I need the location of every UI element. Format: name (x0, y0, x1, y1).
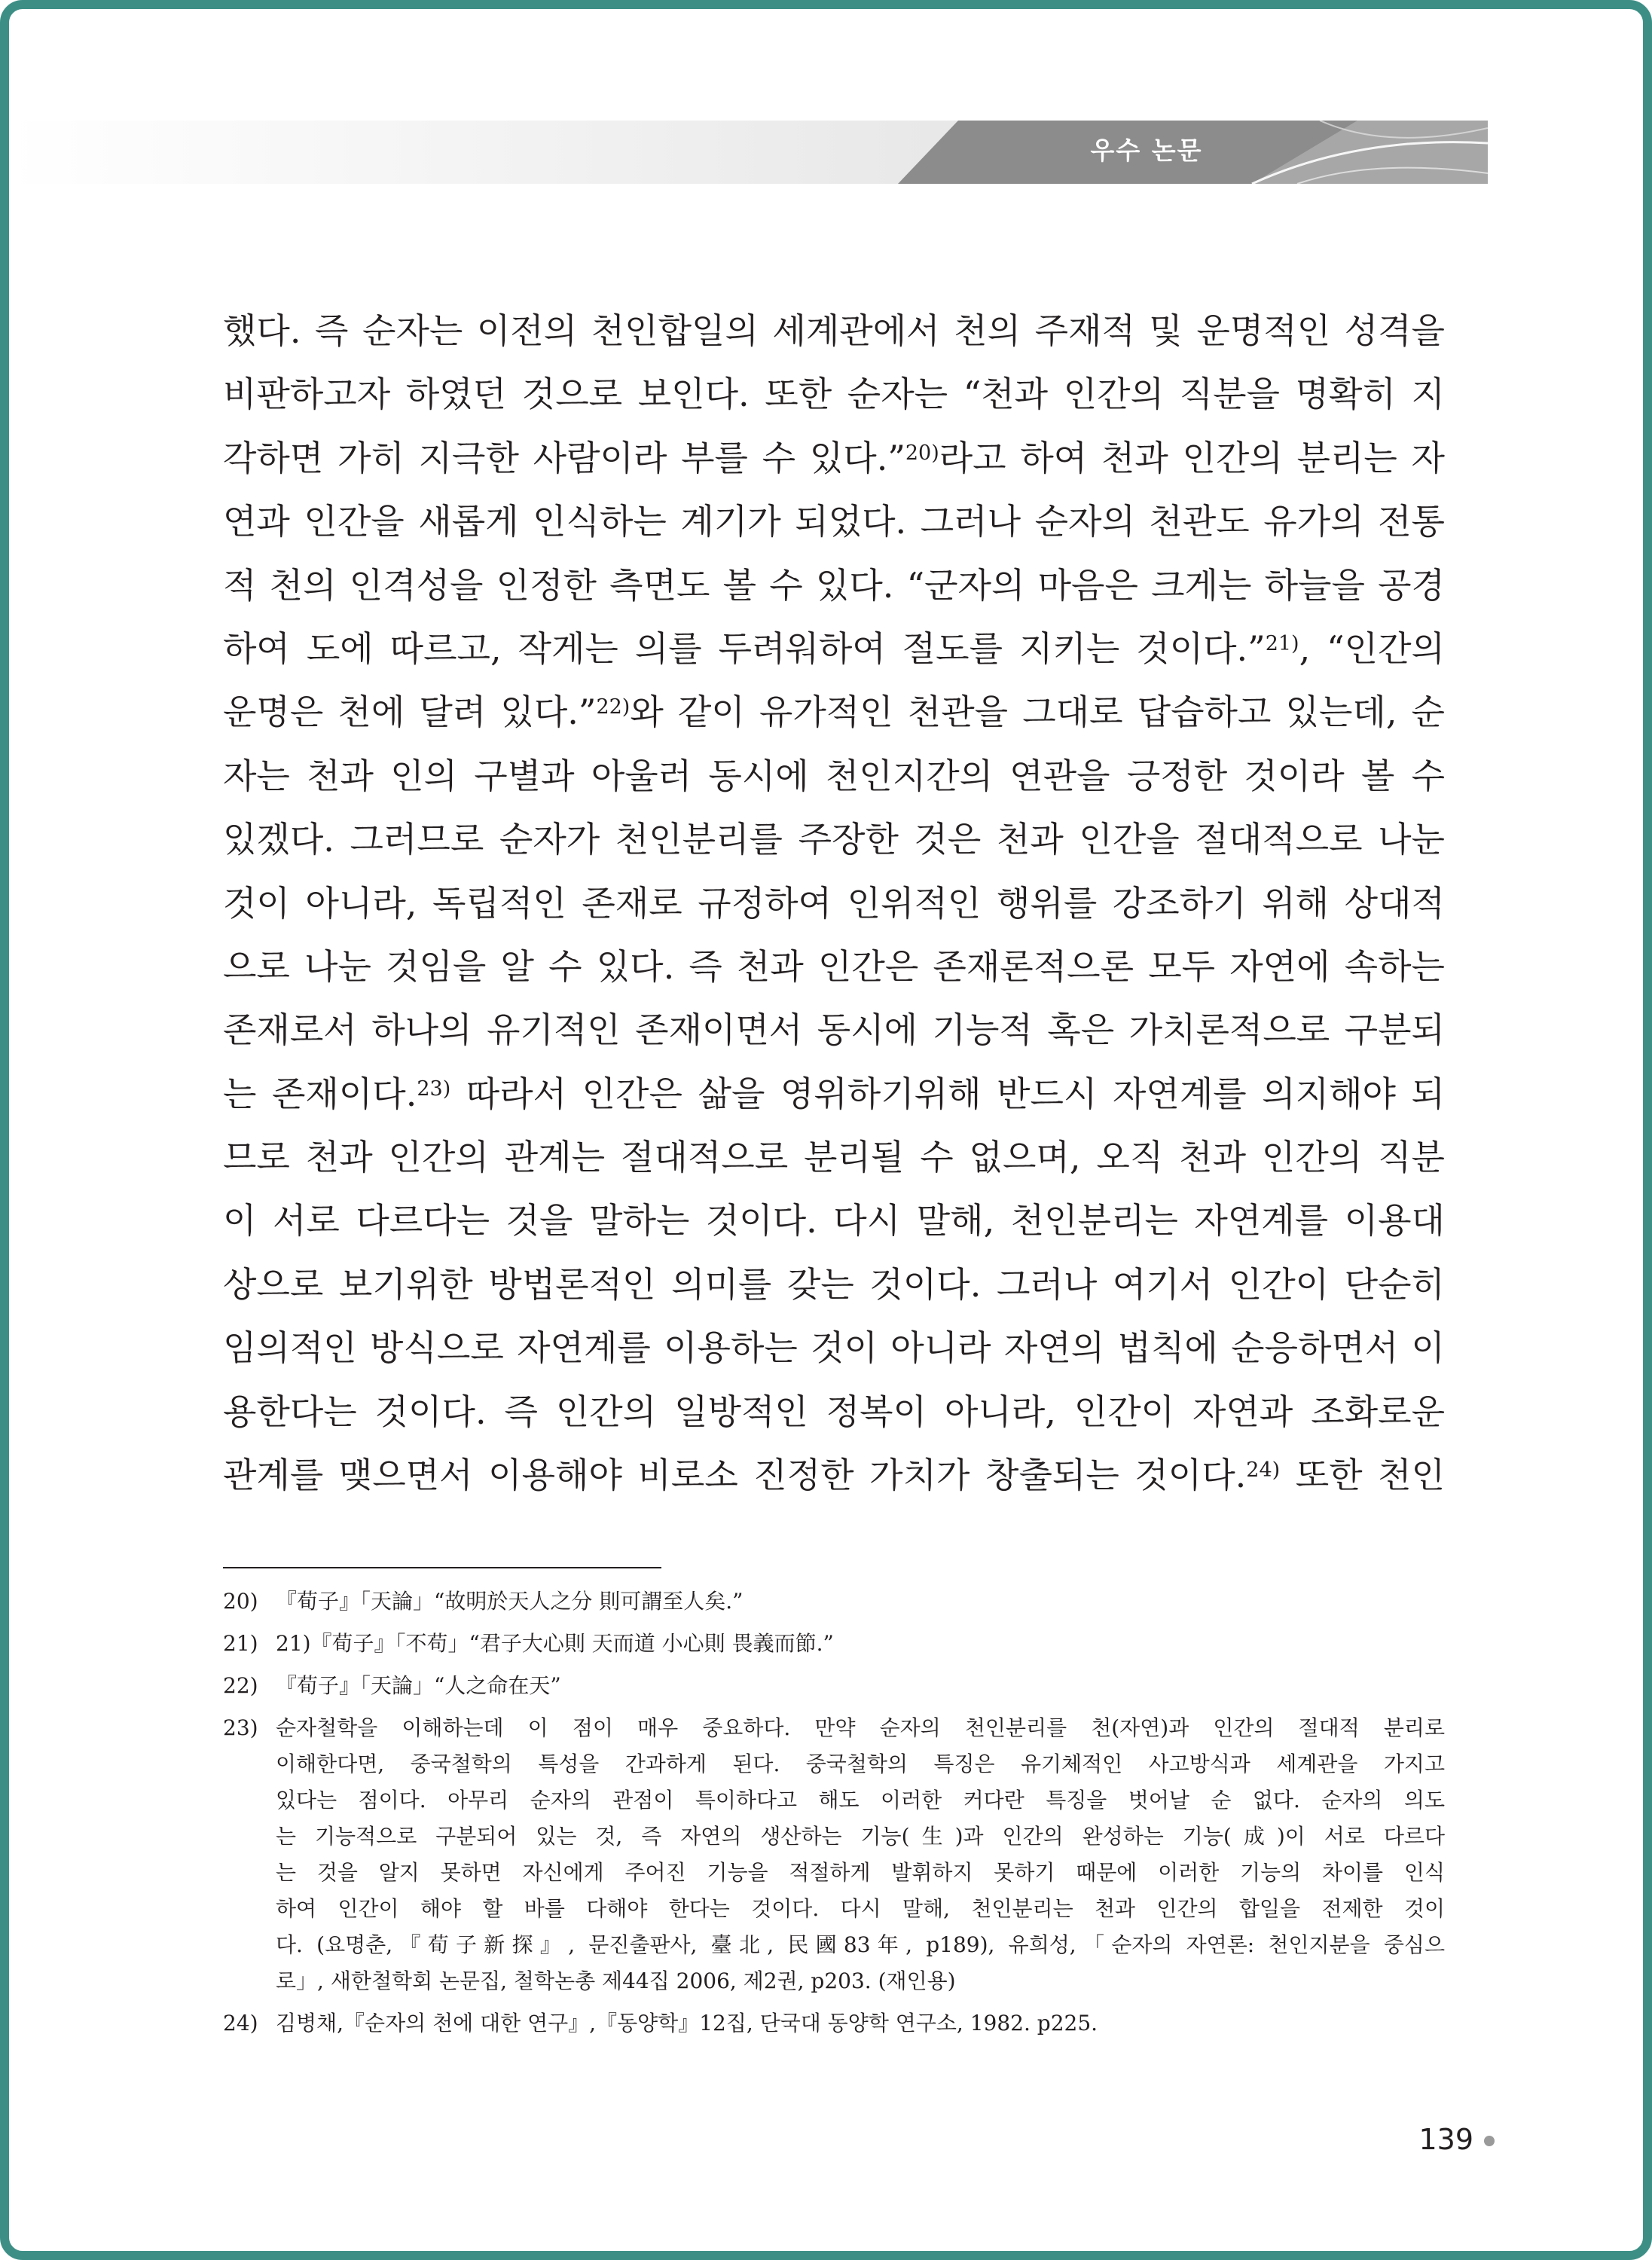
footnote-reference: 22) (596, 695, 631, 719)
body-text-segment: 라고 하여 천과 인간의 분리는 자 (939, 437, 1445, 478)
body-line: 임의적인 방식으로 자연계를 이용하는 것이 아니라 자연의 법칙에 순응하면서 이 (223, 1327, 1445, 1369)
body-line: 적 천의 인격성을 인정한 측면도 볼 수 있다. “군자의 마음은 크게는 하늘을 공경 (223, 564, 1445, 606)
section-label: 우수 논문 (1090, 136, 1203, 165)
body-text-segment: 또한 천인 (1280, 1455, 1446, 1496)
footnote-text: 로」, 새한철학회 논문집, 철학논총 제44집 2006, 제2권, p203. (재인용) (276, 1968, 956, 1993)
body-line (223, 680, 1445, 744)
footnote-text: 김병채,『순자의 천에 대한 연구』,『동양학』12집, 단국대 동양학 연구소, 1982. p225. (276, 2011, 1098, 2036)
footnote-reference: 23) (417, 1077, 451, 1101)
footnote-text: 21)『荀子』「不苟」“君子大心則 天而道 小心則 畏義而節.” (276, 1631, 834, 1656)
body-line: 비판하고자 하였던 것으로 보인다. 또한 순자는 “천과 인간의 직분을 명확히 지 (223, 374, 1445, 415)
body-line: 존재로서 하나의 유기적인 존재이면서 동시에 기능적 혹은 가치론적으로 구분되 (223, 1009, 1445, 1051)
body-line: 으로 나눈 것임을 알 수 있다. 즉 천과 인간은 존재론적으론 모두 자연에 속하는 (223, 945, 1445, 987)
footnote (223, 1668, 1445, 1704)
footnote-number: 24) (223, 2011, 258, 2036)
body-text-segment: 와 같이 유가적인 천관을 그대로 답습하고 있는데, 순 (630, 692, 1445, 733)
body-line: 자는 천과 인의 구별과 아울러 동시에 천인지간의 연관을 긍정한 것이라 볼 수 (223, 755, 1445, 796)
footnote-text: 『荀子』「天論」“故明於天人之分 則可謂至人矣.” (276, 1589, 744, 1614)
body-line: 상으로 보기위한 방법론적인 의미를 갖는 것이다. 그러나 여기서 인간이 단순히 (223, 1263, 1445, 1305)
body-text-segment: , “인간의 (1299, 628, 1445, 669)
body-line: 이 서로 다르다는 것을 말하는 것이다. 다시 말해, 천인분리는 자연계를 이용대 (223, 1200, 1445, 1241)
footnote-text: 『荀子』「天論」“人之命在天” (276, 1673, 561, 1698)
footnotes (223, 1584, 1445, 2048)
footnote-text: 는 기능적으로 구분되어 있는 것, 즉 자연의 생산하는 기능(生)과 인간의 완성하는 기능(成)이 서로 다르다 (276, 1824, 1445, 1849)
body-text-segment: 따라서 인간은 삶을 영위하기위해 반드시 자연계를 의지해야 되 (450, 1073, 1445, 1114)
body-line: 했다. 즉 순자는 이전의 천인합일의 세계관에서 천의 주재적 및 운명적인 성격을 (223, 310, 1445, 351)
footnote-number: 23) (223, 1715, 258, 1740)
footnote-reference: 20) (905, 441, 939, 465)
footnote-text: 순자철학을 이해하는데 이 점이 매우 중요하다. 만약 순자의 천인분리를 천(자연)과 인간의 절대적 분리로 (276, 1715, 1445, 1740)
page-number-dot (1484, 2136, 1495, 2146)
body-text-segment: 하여 도에 따르고, 작게는 의를 두려워하여 절도를 지키는 것이다.” (223, 628, 1266, 669)
body-line (223, 617, 1445, 680)
footnote-text: 이해한다면, 중국철학의 특성을 간과하게 된다. 중국철학의 특징은 유기체적인 사고방식과 세계관을 가지고 (276, 1752, 1445, 1776)
footnote-text: 는 것을 알지 못하면 자신에게 주어진 기능을 적절하게 발휘하지 못하기 때문에 이러한 기능의 차이를 인식 (276, 1860, 1445, 1885)
footnote (223, 2005, 1445, 2042)
body-text-segment: 는 존재이다. (223, 1073, 417, 1114)
footnote (223, 1626, 1445, 1662)
body-text-segment: 각하면 가히 지극한 사람이라 부를 수 있다.” (223, 437, 905, 478)
footnote-reference: 24) (1246, 1458, 1281, 1483)
footnote-reference: 21) (1265, 631, 1299, 655)
body-text (223, 299, 1445, 1507)
body-line (223, 426, 1445, 490)
footnote-divider (223, 1567, 661, 1568)
footnote-text: 하여 인간이 해야 할 바를 다해야 한다는 것이다. 다시 말해, 천인분리는 천과 인간의 합일을 전제한 것이 (276, 1896, 1445, 1921)
footnote-text: 다. (요명춘,『荀子新探』, 문진출판사, 臺北, 民國83年, p189), 유희성,「순자의 자연론: 천인지분을 중심으 (276, 1932, 1445, 1957)
body-line (223, 1062, 1445, 1125)
footnote-number: 22) (223, 1673, 258, 1698)
body-line (223, 1443, 1445, 1507)
footnote-text: 있다는 점이다. 아무리 순자의 관점이 특이하다고 해도 이러한 커다란 특징을 벗어날 순 없다. 순자의 의도 (276, 1788, 1445, 1813)
body-line: 므로 천과 인간의 관계는 절대적으로 분리될 수 없으며, 오직 천과 인간의 직분 (223, 1137, 1445, 1178)
page-number: 139 (1418, 2123, 1473, 2156)
body-line: 연과 인간을 새롭게 인식하는 계기가 되었다. 그러나 순자의 천관도 유가의 전통 (223, 501, 1445, 542)
body-text-segment: 운명은 천에 달려 있다.” (223, 692, 597, 733)
footnote (223, 1710, 1445, 1999)
body-line: 용한다는 것이다. 즉 인간의 일방적인 정복이 아니라, 인간이 자연과 조화로운 (223, 1391, 1445, 1432)
body-line: 것이 아니라, 독립적인 존재로 규정하여 인위적인 행위를 강조하기 위해 상대적 (223, 882, 1445, 924)
footnote-number: 20) (223, 1589, 258, 1614)
footnote (223, 1584, 1445, 1620)
body-line: 있겠다. 그러므로 순자가 천인분리를 주장한 것은 천과 인간을 절대적으로 나눈 (223, 819, 1445, 860)
body-text-segment: 관계를 맺으면서 이용해야 비로소 진정한 가치가 창출되는 것이다. (223, 1455, 1247, 1496)
footnote-number: 21) (223, 1631, 258, 1656)
